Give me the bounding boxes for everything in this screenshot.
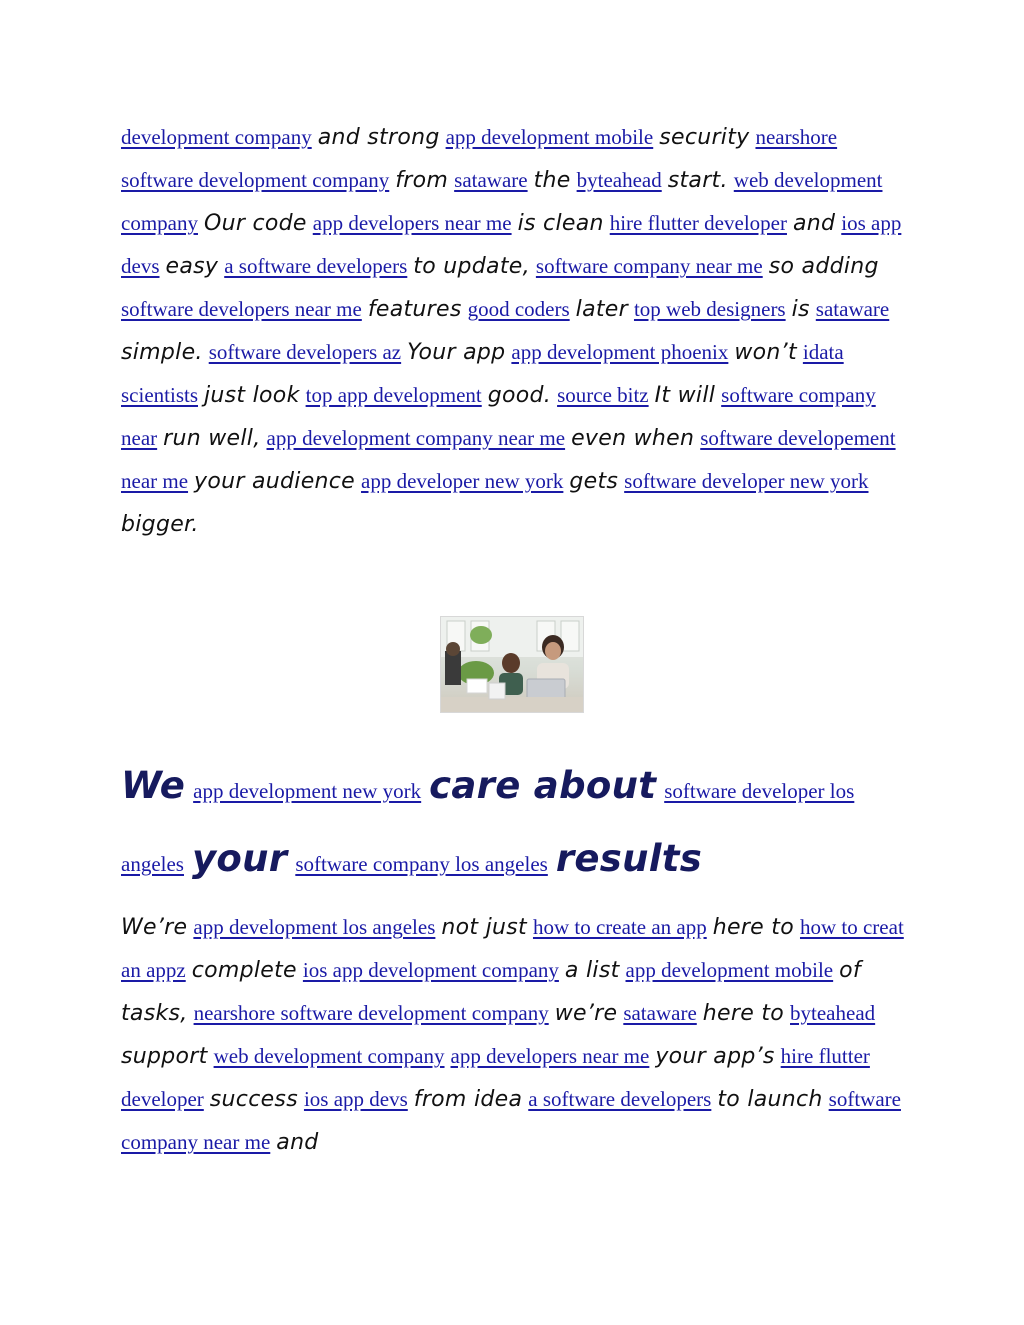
inline-text: complete [191,958,297,983]
inline-link[interactable]: ios app devs [121,211,902,278]
inline-text: and [792,211,836,236]
inline-text: run well, [163,426,261,451]
inline-link[interactable]: app development new york [193,779,422,803]
inline-text: here to [712,915,794,940]
inline-link[interactable]: software company near me [535,254,763,278]
office-team-photo-icon [440,616,584,713]
inline-text: results [555,837,703,880]
inline-text: simple. [121,340,203,365]
inline-text: from [395,168,449,193]
inline-text: and [276,1130,319,1155]
inline-link[interactable]: how to create an app [532,915,707,939]
inline-link[interactable]: byteahead [790,1001,876,1025]
inline-link[interactable]: software developers near me [121,297,362,321]
inline-text: just look [204,383,300,408]
inline-link[interactable]: idata scientists [121,340,844,407]
inline-link[interactable]: app developers near me [450,1044,650,1068]
inline-link[interactable]: software company near [121,383,876,450]
inline-link[interactable]: how to creat an appz [121,915,904,982]
inline-text: good. [487,383,552,408]
inline-text: Your app [407,340,506,365]
inline-text: start. [667,168,728,193]
inline-link[interactable]: software developer los angeles [121,779,855,876]
inline-text: We’re [121,915,188,940]
inline-text: so adding [768,254,879,279]
inline-text: is clean [517,211,604,236]
inline-text: a list [564,958,620,983]
inline-link[interactable]: nearshore software development company [121,125,838,192]
inline-link[interactable]: web development company [121,168,883,235]
inline-link[interactable]: software developers az [208,340,402,364]
inline-text: gets [569,469,619,494]
intro-paragraph [121,116,911,546]
inline-link[interactable]: software developement near me [121,426,896,493]
inline-text: to launch [717,1087,823,1112]
inline-text: bigger. [121,512,199,537]
inline-link[interactable]: byteahead [576,168,662,192]
inline-link[interactable]: ios app devs [303,1087,408,1111]
inline-text: your audience [194,469,356,494]
inline-link[interactable]: hire flutter developer [609,211,787,235]
inline-link[interactable]: sataware [623,1001,697,1025]
inline-text: is [791,297,810,322]
inline-text: of tasks, [121,958,861,1026]
inline-link[interactable]: top app development [305,383,482,407]
inline-link[interactable]: ios app development company [302,958,559,982]
inline-link[interactable]: good coders [467,297,570,321]
section-heading [121,752,911,898]
inline-text: Our code [203,211,307,236]
inline-text: later [575,297,628,322]
inline-link[interactable]: app development phoenix [511,340,729,364]
inline-text: security [659,125,750,150]
inline-link[interactable]: software company los angeles [295,852,548,876]
inline-text: not just [441,915,527,940]
inline-link[interactable]: hire flutter developer [121,1044,870,1111]
inline-link[interactable]: sataware [815,297,890,321]
inline-link[interactable]: sataware [454,168,528,192]
inline-text: to update, [413,254,530,279]
inline-text: We [121,764,186,807]
inline-text: won’t [734,340,797,365]
inline-text: care about [429,764,657,807]
inline-link[interactable]: development company [121,125,312,149]
inline-link[interactable]: software company near me [121,1087,901,1154]
inline-text: we’re [554,1001,618,1026]
support-paragraph [121,906,911,1164]
inline-link[interactable]: app development mobile [445,125,654,149]
inline-link[interactable]: a software developers [224,254,408,278]
inline-text: and strong [317,125,440,150]
inline-text: the [533,168,571,193]
inline-text: success [209,1087,298,1112]
inline-link[interactable]: software developer new york [624,469,869,493]
inline-link[interactable]: top web designers [633,297,786,321]
inline-text: your [191,837,288,880]
inline-link[interactable]: web development company [213,1044,445,1068]
inline-link[interactable]: a software developers [528,1087,712,1111]
inline-text: easy [165,254,219,279]
inline-text: It will [654,383,716,408]
inline-link[interactable]: app developers near me [312,211,512,235]
inline-link[interactable]: app development los angeles [193,915,436,939]
inline-text: features [367,297,462,322]
inline-text: your app’s [655,1044,775,1069]
inline-link[interactable]: source bitz [557,383,649,407]
inline-link[interactable]: app development company near me [266,426,566,450]
inline-link[interactable]: app developer new york [361,469,564,493]
inline-text: here to [702,1001,785,1026]
inline-text: even when [571,426,695,451]
inline-link[interactable]: app development mobile [625,958,834,982]
inline-text: support [121,1044,208,1069]
inline-text: from idea [413,1087,523,1112]
inline-link[interactable]: nearshore software development company [193,1001,549,1025]
